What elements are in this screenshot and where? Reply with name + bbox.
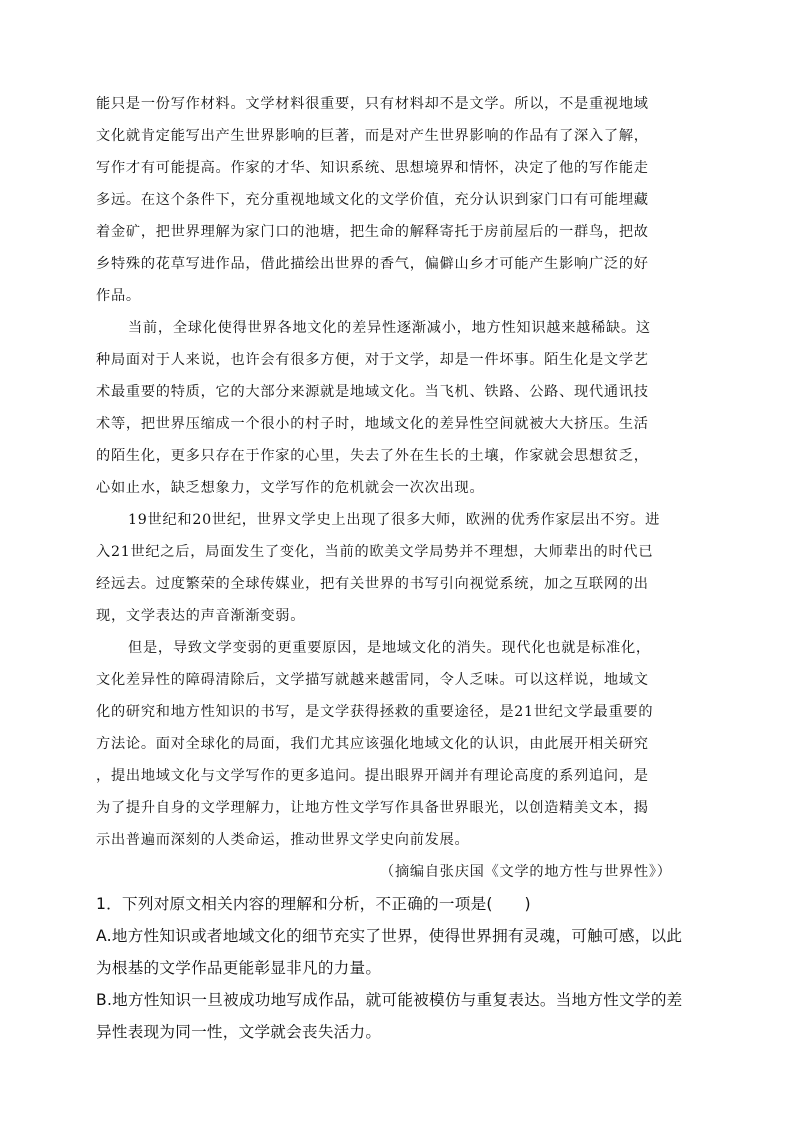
paragraph-3-line-3: 经远去。过度繁荣的全球传媒业，把有关世界的书写引向视觉系统，加之互联网的出: [96, 576, 649, 592]
paragraph-4-line-1: 但是，导致文学变弱的更重要原因，是地域文化的消失。现代化也就是标准化，: [128, 640, 651, 656]
paragraph-1-line-7: 作品。: [96, 288, 141, 304]
paragraph-2-line-5: 的陌生化，更多只存在于作家的心里，失去了外在生长的土壤，作家就会思想贫乏，: [96, 448, 649, 464]
paragraph-1-line-3: 写作才有可能提高。作家的才华、知识系统、思想境界和情怀，决定了他的写作能走: [96, 160, 649, 176]
paragraph-1-line-4: 多远。在这个条件下，充分重视地域文化的文学价值，充分认识到家门口有可能埋藏: [96, 192, 649, 208]
option-a-line-1: A.地方性知识或者地域文化的细节充实了世界，使得世界拥有灵魂，可触可感，以此: [96, 927, 683, 945]
paragraph-4-line-3: 化的研究和地方性知识的书写，是文学获得拯救的重要途径，是21世纪文学最重要的: [96, 704, 654, 720]
paragraph-4-line-2: 文化差异性的障碍清除后，文学描写就越来越雷同，令人乏味。可以这样说，地域文: [96, 672, 649, 688]
paragraph-4-line-7: 示出普遍而深刻的人类命运，推动世界文学史向前发展。: [96, 832, 470, 848]
paragraph-4-line-4: 方法论。面对全球化的局面，我们尤其应该强化地域文化的认识，由此展开相关研究: [96, 736, 649, 752]
paragraph-2-line-2: 种局面对于人来说，也许会有很多方便，对于文学，却是一件坏事。陌生化是文学艺: [96, 352, 649, 368]
paragraph-1-line-2: 文化就肯定能写出产生世界影响的巨著，而是对产生世界影响的作品有了深入了解，: [96, 128, 649, 144]
paragraph-4-line-5: ，提出地域文化与文学写作的更多追问。提出眼界开阔并有理论高度的系列追问，是: [96, 768, 649, 784]
paragraph-2-line-4: 术等，把世界压缩成一个很小的村子时，地域文化的差异性空间就被大大挤压。生活: [96, 416, 649, 432]
question-1-stem: 1．下列对原文相关内容的理解和分析，不正确的一项是( ): [96, 895, 531, 913]
option-b-line-1: B.地方性知识一旦被成功地写成作品，就可能被模仿与重复表达。当地方性文学的差: [96, 991, 683, 1009]
passage-source: （摘编自张庆国《文学的地方性与世界性》）: [380, 864, 672, 880]
paragraph-3-line-1: 19世纪和20世纪，世界文学史上出现了很多大师，欧洲的优秀作家层出不穷。进: [128, 512, 661, 528]
option-b-line-2: 异性表现为同一性，文学就会丧失活力。: [96, 1023, 382, 1041]
option-a-line-2: 为根基的文学作品更能彰显非凡的力量。: [96, 959, 382, 977]
paragraph-2-line-1: 当前，全球化使得世界各地文化的差异性逐渐减小，地方性知识越来越稀缺。这: [128, 320, 651, 336]
paragraph-3-line-2: 入21世纪之后，局面发生了变化，当前的欧美文学局势并不理想，大师辈出的时代已: [96, 544, 654, 560]
paragraph-1-line-6: 乡特殊的花草写进作品，借此描绘出世界的香气，偏僻山乡才可能产生影响广泛的好: [96, 256, 649, 272]
paragraph-2-line-3: 术最重要的特质，它的大部分来源就是地域文化。当飞机、铁路、公路、现代通讯技: [96, 384, 649, 400]
paragraph-2-line-6: 心如止水，缺乏想象力，文学写作的危机就会一次次出现。: [96, 480, 485, 496]
paragraph-1-line-5: 着金矿，把世界理解为家门口的池塘，把生命的解释寄托于房前屋后的一群鸟，把故: [96, 224, 649, 240]
paragraph-1-line-1: 能只是一份写作材料。文学材料很重要，只有材料却不是文学。所以，不是重视地域: [96, 96, 649, 112]
paragraph-4-line-6: 为了提升自身的文学理解力，让地方性文学写作具备世界眼光，以创造精美文本，揭: [96, 800, 649, 816]
paragraph-3-line-4: 现，文学表达的声音渐渐变弱。: [96, 608, 306, 624]
